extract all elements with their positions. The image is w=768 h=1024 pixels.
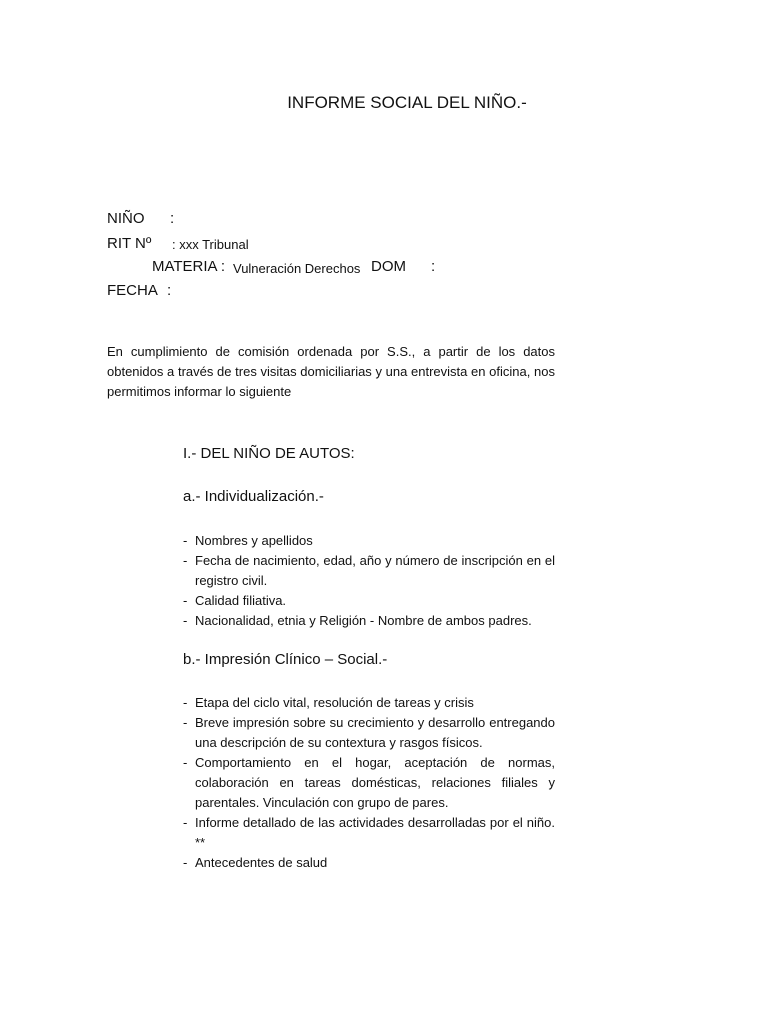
bullet-dash: -: [183, 593, 188, 608]
rit-value: : xxx Tribunal: [172, 237, 249, 252]
list-item-text: Comportamiento en el hogar, aceptación de normas, colaboración en tareas domésticas, relaciones filiales y parentales. Vinculación con grupo de pares.: [195, 755, 555, 810]
materia-dom: DOM: [371, 258, 406, 275]
section-heading: I.- DEL NIÑO DE AUTOS:: [183, 445, 355, 462]
nino-label: NIÑO: [107, 210, 145, 227]
list-item: [183, 551, 555, 591]
subsection-b-heading: b.- Impresión Clínico – Social.-: [183, 651, 388, 668]
materia-label: MATERIA :: [152, 258, 226, 275]
list-item: [183, 611, 555, 631]
bullet-dash: -: [183, 695, 188, 710]
subsection-a-list: [183, 531, 555, 631]
list-item: [183, 853, 555, 873]
list-item-text: Breve impresión sobre su crecimiento y desarrollo entregando una descripción de su contextura y rasgos físicos.: [195, 715, 555, 750]
materia-value: Vulneración Derechos: [233, 261, 361, 276]
list-item-text: Fecha de nacimiento, edad, año y número de inscripción en el registro civil.: [195, 553, 555, 588]
subsection-b-list: [183, 693, 555, 873]
list-item-text: Calidad filiativa.: [195, 593, 287, 608]
nino-colon: :: [170, 210, 175, 227]
intro-paragraph: En cumplimiento de comisión ordenada por S.S., a partir de los datos obtenidos a través de tres visitas domiciliarias y una entrevista en oficina, nos permitimos informar lo siguiente: [107, 344, 555, 399]
list-item: [183, 753, 555, 813]
list-item-text: Etapa del ciclo vital, resolución de tareas y crisis: [195, 695, 474, 710]
document-title: INFORME SOCIAL DEL NIÑO.-: [287, 93, 527, 112]
materia-colon: :: [431, 258, 436, 275]
list-item-text: Antecedentes de salud: [195, 855, 328, 870]
list-item: [183, 531, 555, 551]
list-item: [183, 713, 555, 753]
bullet-dash: -: [183, 815, 188, 830]
list-item: [183, 693, 555, 713]
list-item-text: Nombres y apellidos: [195, 533, 313, 548]
list-item-text: Nacionalidad, etnia y Religión - Nombre de ambos padres.: [195, 613, 532, 628]
rit-label: RIT Nº: [107, 235, 152, 252]
subsection-a-heading: a.- Individualización.-: [183, 488, 324, 505]
list-item: [183, 591, 555, 611]
bullet-dash: -: [183, 755, 188, 770]
bullet-dash: -: [183, 855, 188, 870]
list-item: [183, 813, 555, 853]
bullet-dash: -: [183, 613, 188, 628]
fecha-colon: :: [167, 282, 172, 299]
list-item-text: Informe detallado de las actividades desarrolladas por el niño. **: [195, 815, 555, 850]
fecha-label: FECHA: [107, 282, 158, 299]
bullet-dash: -: [183, 553, 188, 568]
bullet-dash: -: [183, 715, 188, 730]
bullet-dash: -: [183, 533, 188, 548]
